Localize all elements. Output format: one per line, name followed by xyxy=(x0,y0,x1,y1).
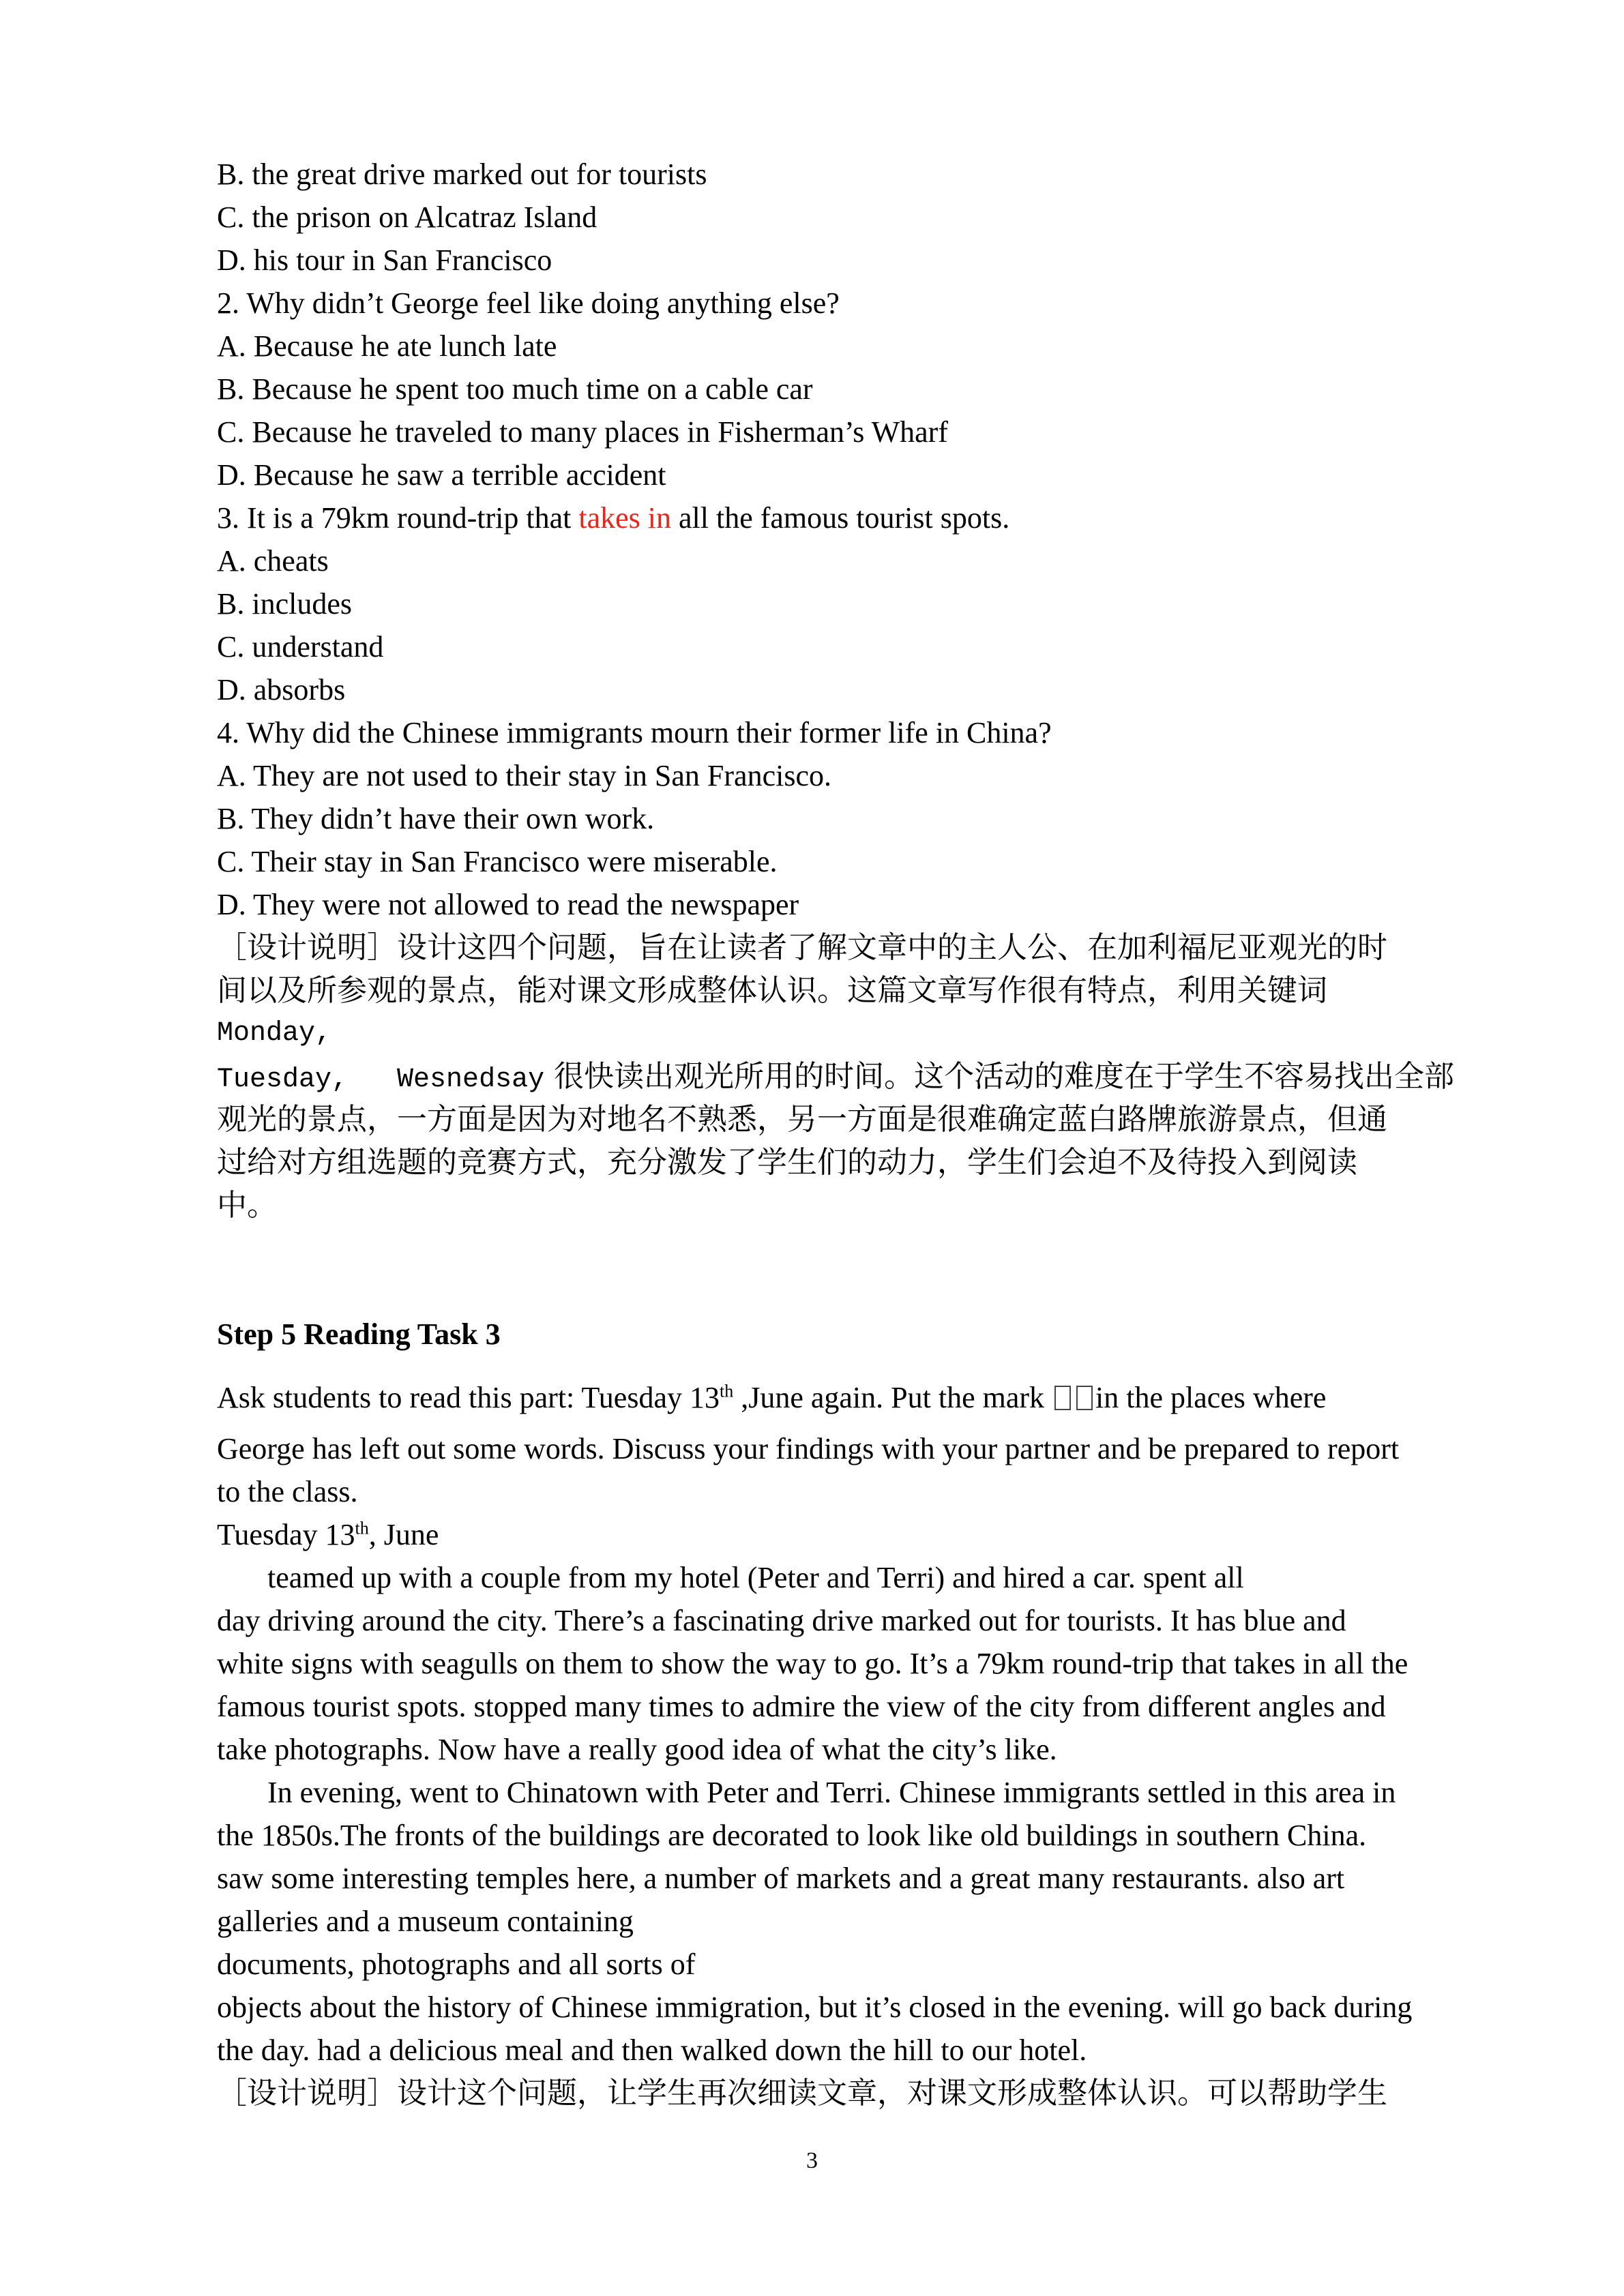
q3-option-b: B. includes xyxy=(217,587,352,621)
q2-option-c: C. Because he traveled to many places in Fisherman’s Wharf xyxy=(217,415,948,449)
diary-p2-line-2: the 1850s.The fronts of the buildings are decorated to look like old buildings in southern China. xyxy=(217,1819,1367,1852)
insertion-mark-box xyxy=(1076,1386,1093,1410)
q3-question-before: 3. It is a 79km round-trip that xyxy=(217,501,579,535)
diary-p1-line-5: take photographs. Now have a really good idea of what the city’s like. xyxy=(217,1733,1057,1766)
page-content xyxy=(217,153,1540,2115)
q4-option-a: A. They are not used to their stay in San Francisco. xyxy=(217,759,831,792)
q1-option-c: C. the prison on Alcatraz Island xyxy=(217,200,597,234)
q3-option-d: D. absorbs xyxy=(217,673,346,706)
q2-option-a: A. Because he ate lunch late xyxy=(217,329,557,363)
design-note-1-line-7: 中。 xyxy=(217,1188,277,1223)
q4-question: 4. Why did the Chinese immigrants mourn their former life in China? xyxy=(217,716,1052,749)
step5-instruction-line-3: to the class. xyxy=(217,1475,358,1508)
q1-option-b: B. the great drive marked out for tourists xyxy=(217,158,707,191)
page-number: 3 xyxy=(806,2148,818,2173)
design-note-1-line-1: ［设计说明］设计这四个问题，旨在让读者了解文章中的主人公、在加利福尼亚观光的时 xyxy=(217,930,1387,965)
design-note-1-line-4 xyxy=(217,1055,1540,1098)
q2-question: 2. Why didn’t George feel like doing anything else? xyxy=(217,286,840,320)
q2-option-d: D. Because he saw a terrible accident xyxy=(217,458,666,492)
diary-p1-line-2: day driving around the city. There’s a fascinating drive marked out for tourists. It has blue and xyxy=(217,1604,1346,1637)
q2-option-b: B. Because he spent too much time on a cable car xyxy=(217,372,813,406)
q3-highlight: takes in xyxy=(578,501,672,535)
q4-option-b: B. They didn’t have their own work. xyxy=(217,802,655,835)
design-note-1-line-2: 间以及所参观的景点，能对课文形成整体认识。这篇文章写作很有特点，利用关键词 xyxy=(217,973,1327,1008)
q1-option-d: D. his tour in San Francisco xyxy=(217,243,552,277)
date-main: Tuesday 13 xyxy=(217,1518,355,1551)
step5-instruction-line-1 xyxy=(217,1376,1540,1419)
date-superscript: th xyxy=(355,1518,369,1538)
diary-p2-line-3: saw some interesting temples here, a number of markets and a great many restaurants. also art xyxy=(217,1862,1345,1895)
diary-p2-line-4: galleries and a museum containing xyxy=(217,1905,634,1938)
date-tail: , June xyxy=(368,1518,439,1551)
q3-option-a: A. cheats xyxy=(217,544,329,578)
diary-p2-line-1: In evening, went to Chinatown with Peter and Terri. Chinese immigrants settled in this area in xyxy=(267,1776,1396,1809)
diary-p2-line-5: documents, photographs and all sorts of xyxy=(217,1948,696,1981)
instr-part-3: in the places where xyxy=(1095,1381,1327,1414)
diary-p1-line-3: white signs with seagulls on them to show the way to go. It’s a 79km round-trip that takes in all the xyxy=(217,1647,1408,1680)
spacer xyxy=(217,1227,1540,1313)
instr-part-2: ,June again. Put the mark xyxy=(733,1381,1052,1414)
weekday-keywords: Tuesday, Wesnedsay xyxy=(217,1064,545,1095)
q4-option-d: D. They were not allowed to read the newspaper xyxy=(217,888,799,921)
instr-part-1: Ask students to read this part: Tuesday 13 xyxy=(217,1381,720,1414)
design-note-1-line-4-text: 很快读出观光所用的时间。这个活动的难度在于学生不容易找出全部 xyxy=(544,1059,1455,1094)
design-note-1-line-3: Monday, xyxy=(217,1018,332,1049)
spacer xyxy=(217,1419,1540,1427)
diary-date xyxy=(217,1513,1540,1556)
q4-option-c: C. Their stay in San Francisco were miserable. xyxy=(217,845,778,878)
diary-p1-line-4: famous tourist spots. stopped many times to admire the view of the city from different angles and xyxy=(217,1690,1386,1723)
q3-option-c: C. understand xyxy=(217,630,384,664)
spacer xyxy=(217,1356,1540,1376)
diary-p2-line-6: objects about the history of Chinese immigration, but it’s closed in the evening. will go back during xyxy=(217,1991,1413,2024)
q3-question-after: all the famous tourist spots. xyxy=(671,501,1010,535)
q3-question xyxy=(217,496,1540,539)
step5-heading: Step 5 Reading Task 3 xyxy=(217,1317,501,1351)
diary-p2-line-7: the day. had a delicious meal and then walked down the hill to our hotel. xyxy=(217,2033,1087,2067)
design-note-1-line-6: 过给对方组选题的竞赛方式，充分激发了学生们的动力，学生们会迫不及待投入到阅读 xyxy=(217,1145,1357,1180)
diary-p1-line-1: teamed up with a couple from my hotel (Peter and Terri) and hired a car. spent all xyxy=(267,1561,1244,1594)
design-note-1-line-5: 观光的景点，一方面是因为对地名不熟悉，另一方面是很难确定蓝白路牌旅游景点，但通 xyxy=(217,1102,1387,1137)
instr-superscript: th xyxy=(719,1381,734,1401)
design-note-2: ［设计说明］设计这个问题，让学生再次细读文章，对课文形成整体认识。可以帮助学生 xyxy=(217,2076,1387,2111)
step5-instruction-line-2: George has left out some words. Discuss your findings with your partner and be prepared to report xyxy=(217,1432,1400,1465)
insertion-mark-box xyxy=(1054,1386,1071,1410)
